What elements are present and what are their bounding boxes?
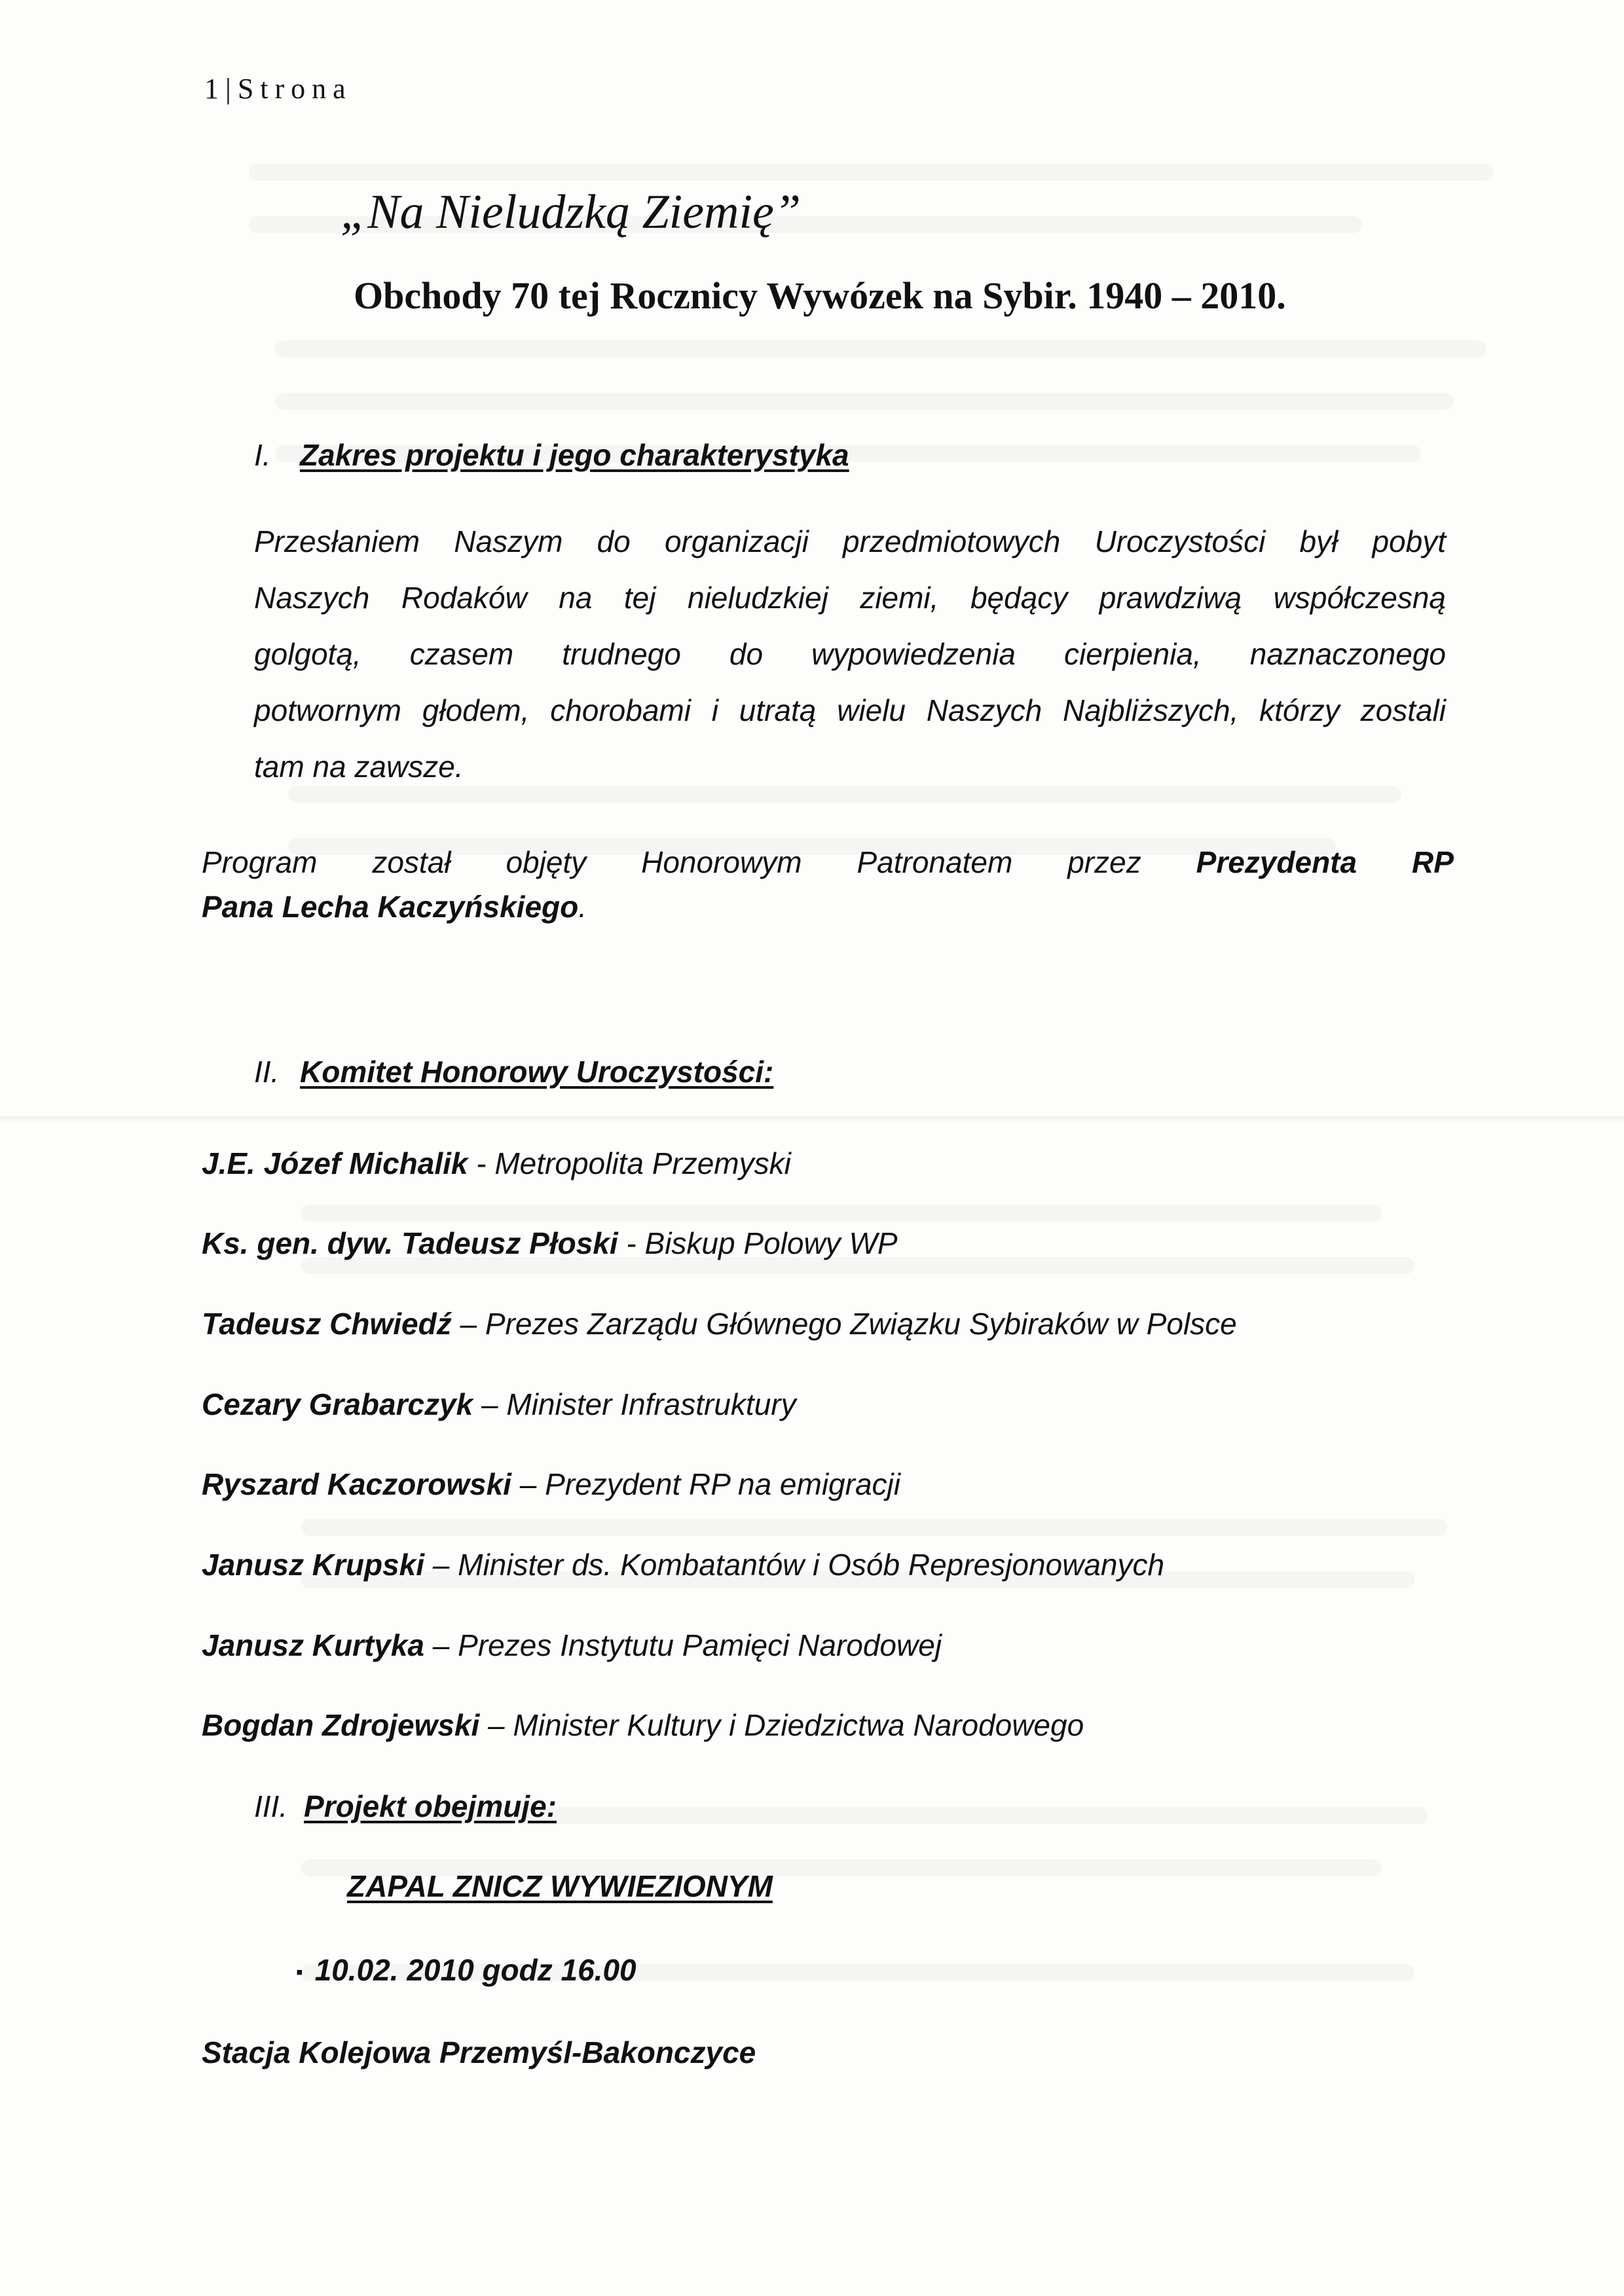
patron-name: Pana Lecha Kaczyńskiego bbox=[202, 890, 579, 924]
member-role: – Prezydent RP na emigracji bbox=[511, 1467, 900, 1501]
patronage-word: Patronatem bbox=[857, 845, 1013, 879]
member-role: - Biskup Polowy WP bbox=[618, 1226, 898, 1260]
member-name: Cezary Grabarczyk bbox=[202, 1387, 473, 1421]
patronage-word: Program bbox=[202, 845, 318, 879]
section-3-heading bbox=[254, 1789, 557, 1824]
committee-member bbox=[202, 1226, 898, 1261]
committee-member bbox=[202, 1387, 796, 1422]
document-subtitle: Obchody 70 tej Rocznicy Wywózek na Sybir. 1940 – 2010. bbox=[354, 274, 1286, 317]
section-1-heading bbox=[254, 437, 849, 473]
member-role: – Minister Infrastruktury bbox=[473, 1387, 796, 1421]
patronage-word: objęty bbox=[506, 845, 587, 879]
committee-member bbox=[202, 1306, 1237, 1341]
patronage-word: został bbox=[372, 845, 451, 879]
section-1-paragraph bbox=[254, 524, 1446, 812]
page-number-word: Strona bbox=[237, 73, 352, 105]
section-1-number: I. bbox=[254, 438, 271, 472]
section-2-title: Komitet Honorowy Uroczystości: bbox=[300, 1055, 774, 1089]
section-1-title: Zakres projektu i jego charakterystyka bbox=[300, 438, 849, 472]
member-name: Ryszard Kaczorowski bbox=[202, 1467, 511, 1501]
page-number bbox=[204, 72, 352, 105]
section-2-heading bbox=[254, 1054, 773, 1089]
member-name: Bogdan Zdrojewski bbox=[202, 1708, 480, 1742]
committee-member bbox=[202, 1547, 1164, 1582]
member-name: Janusz Krupski bbox=[202, 1548, 424, 1582]
section-3-title: Projekt obejmuje: bbox=[304, 1789, 557, 1823]
patronage-word: Honorowym bbox=[641, 845, 802, 879]
event-date: 10.02. 2010 godz 16.00 bbox=[314, 1953, 637, 1987]
member-role: – Minister ds. Kombatantów i Osób Represjonowanych bbox=[424, 1548, 1165, 1582]
patronage-word: przez bbox=[1067, 845, 1141, 879]
member-role: – Prezes Instytutu Pamięci Narodowej bbox=[424, 1628, 942, 1662]
member-name: J.E. Józef Michalik bbox=[202, 1146, 468, 1180]
paragraph-line: golgotą, czasem trudnego do wypowiedzenia cierpienia, naznaczonego bbox=[254, 637, 1446, 671]
patronage-end: . bbox=[578, 890, 587, 924]
committee-member bbox=[202, 1467, 900, 1502]
paragraph-line: tam na zawsze. bbox=[254, 750, 464, 784]
bullet-icon: ▪ bbox=[296, 1961, 303, 1983]
paragraph-line: Naszych Rodaków na tej nieludzkiej ziemi, będący prawdziwą współczesną bbox=[254, 581, 1446, 615]
event-date-line bbox=[296, 1952, 637, 1988]
section-3-number: III. bbox=[254, 1789, 288, 1823]
page-number-value: 1 bbox=[204, 73, 220, 105]
member-role: – Prezes Zarządu Głównego Związku Sybiraków w Polsce bbox=[451, 1307, 1237, 1341]
member-name: Tadeusz Chwiedź bbox=[202, 1307, 452, 1341]
member-role: – Minister Kultury i Dziedzictwa Narodowego bbox=[479, 1708, 1084, 1742]
patronage-line-1 bbox=[202, 845, 1454, 880]
event-place: Stacja Kolejowa Przemyśl-Bakonczyce bbox=[202, 2035, 756, 2069]
event-title: ZAPAL ZNICZ WYWIEZIONYM bbox=[347, 1869, 773, 1903]
member-name: Ks. gen. dyw. Tadeusz Płoski bbox=[202, 1226, 618, 1260]
patronage-bold-word: RP bbox=[1412, 845, 1454, 879]
patronage-bold-word: Prezydenta bbox=[1196, 845, 1357, 879]
paragraph-line: Przesłaniem Naszym do organizacji przedmiotowych Uroczystości był pobyt bbox=[254, 524, 1446, 558]
committee-member bbox=[202, 1628, 942, 1663]
paragraph-line: potwornym głodem, chorobami i utratą wielu Naszych Najbliższych, którzy zostali bbox=[254, 693, 1446, 727]
committee-member bbox=[202, 1146, 791, 1181]
member-role: - Metropolita Przemyski bbox=[468, 1146, 791, 1180]
page-number-separator: | bbox=[225, 73, 232, 105]
patronage-line-2 bbox=[202, 889, 587, 924]
paper-fold-shadow bbox=[0, 1116, 1624, 1123]
member-name: Janusz Kurtyka bbox=[202, 1628, 425, 1662]
document-title: „Na Nieludzką Ziemię” bbox=[341, 185, 802, 239]
section-2-number: II. bbox=[254, 1055, 280, 1089]
committee-member bbox=[202, 1707, 1084, 1743]
